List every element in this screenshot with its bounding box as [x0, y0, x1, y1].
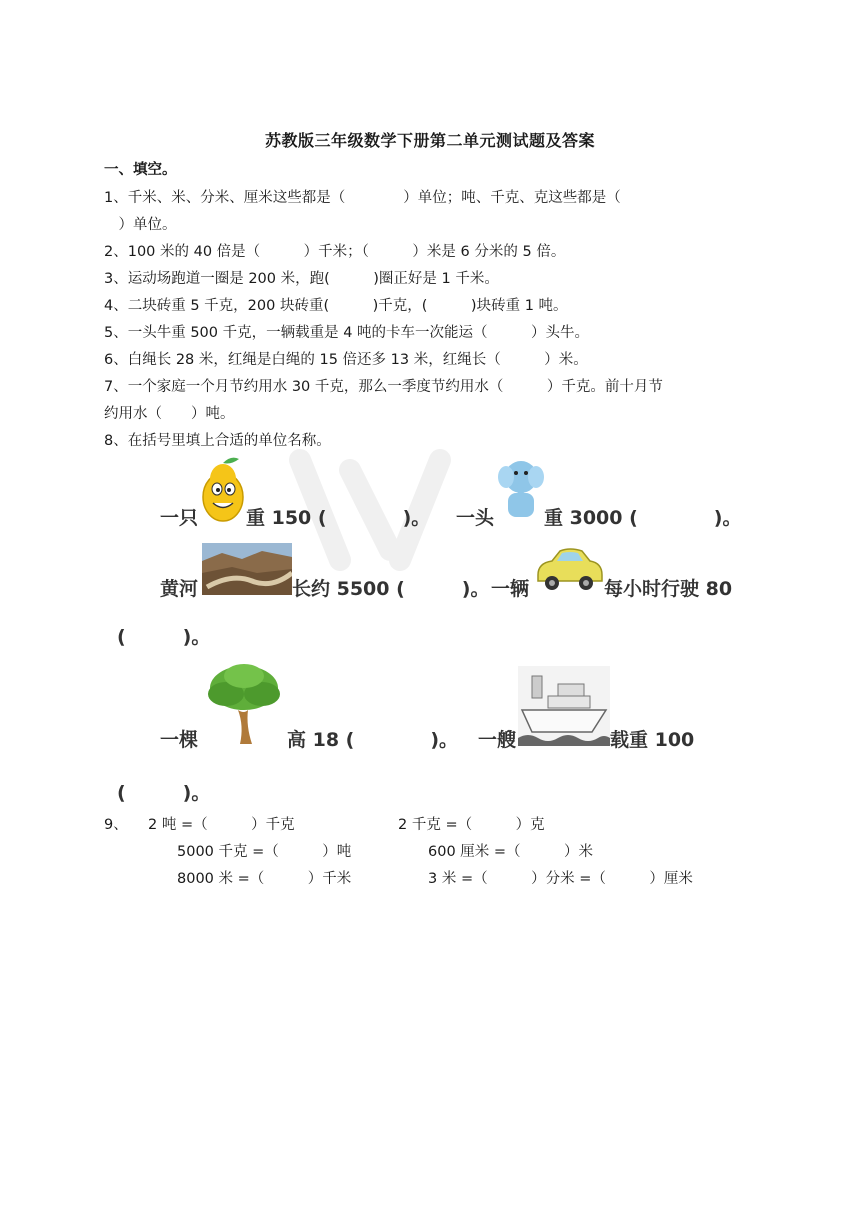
pic-text-1b: 重 150 ( )。	[246, 507, 431, 529]
q9-item-f: 3 米 =（ ）分米 =（ ）厘米	[428, 871, 693, 887]
question-3: 3、运动场跑道一圈是 200 米，跑( )圈正好是 1 千米。	[104, 271, 499, 287]
question-1-line-1: 1、千米、米、分米、厘米这些都是（ ）单位；吨、千克、克这些都是（	[104, 190, 621, 206]
pic-text-2d: 每小时行驶 80	[604, 578, 733, 600]
question-2: 2、100 米的 40 倍是（ ）千米；（ ）米是 6 分米的 5 倍。	[104, 244, 566, 260]
pic-text-2b: 长约 5500 ( )。	[292, 578, 490, 600]
pic-text-2e: ( )。	[117, 626, 211, 648]
elephant-icon	[498, 455, 544, 521]
pear-icon	[200, 455, 246, 523]
pic-text-1c: 一头	[456, 507, 495, 529]
question-5: 5、一头牛重 500 千克，一辆载重是 4 吨的卡车一次能运（ ）头牛。	[104, 325, 590, 341]
pic-text-2c: 一辆	[491, 578, 530, 600]
tree-icon	[202, 662, 286, 744]
pic-text-1a: 一只	[160, 507, 199, 529]
question-6: 6、白绳长 28 米，红绳是白绳的 15 倍还多 13 米，红绳长（ ）米。	[104, 352, 588, 368]
q9-item-a: 2 吨 =（ ）千克	[148, 817, 295, 833]
page-title: 苏教版三年级数学下册第二单元测试题及答案	[264, 131, 595, 150]
pic-text-3b: 高 18 ( )。	[287, 729, 459, 751]
ship-icon	[518, 666, 610, 746]
yellow-river-photo	[202, 543, 292, 595]
q9-item-b: 2 千克 =（ ）克	[398, 817, 545, 833]
q9-item-e: 8000 米 =（ ）千米	[177, 871, 352, 887]
question-1-line-2: ）单位。	[104, 217, 177, 233]
q9-item-d: 600 厘米 =（ ）米	[428, 844, 594, 860]
q9-item-c: 5000 千克 =（ ）吨	[177, 844, 352, 860]
pic-text-3d: 载重 100	[610, 729, 695, 751]
question-7-line-1: 7、一个家庭一个月节约用水 30 千克，那么一季度节约用水（ ）千克。前十月节	[104, 379, 663, 395]
question-9-label: 9、	[104, 817, 128, 833]
section-heading: 一、填空。	[104, 162, 177, 178]
question-7-line-2: 约用水（ ）吨。	[104, 406, 235, 422]
question-8: 8、在括号里填上合适的单位名称。	[104, 433, 331, 449]
pic-text-1d: 重 3000 ( )。	[544, 507, 742, 529]
pic-text-3a: 一棵	[160, 729, 199, 751]
pic-text-3e: ( )。	[117, 782, 211, 804]
pic-text-2a: 黄河	[160, 578, 199, 600]
car-icon	[532, 545, 604, 591]
question-4: 4、二块砖重 5 千克，200 块砖重( )千克，( )块砖重 1 吨。	[104, 298, 568, 314]
pic-text-3c: 一艘	[478, 729, 517, 751]
